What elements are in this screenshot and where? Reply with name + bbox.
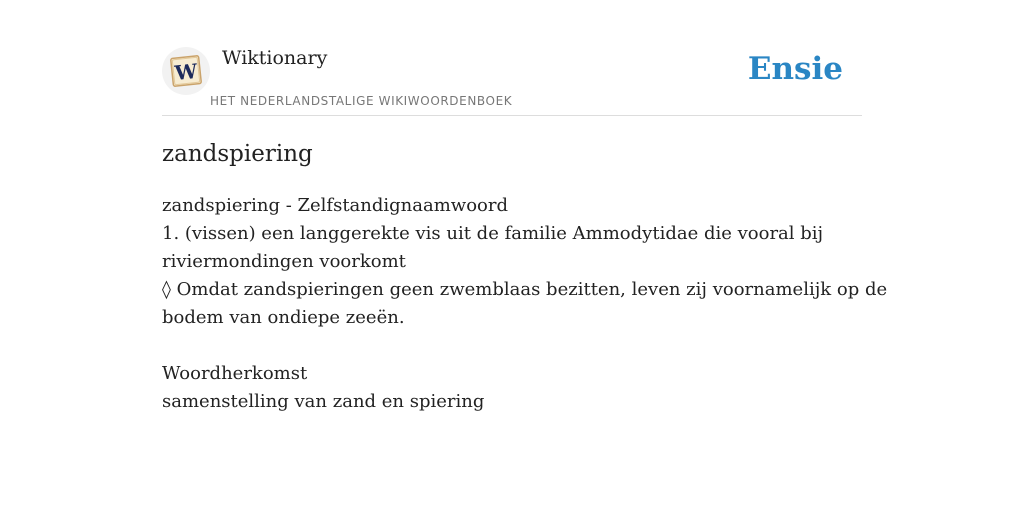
wiktionary-logo-icon[interactable] [162, 47, 210, 95]
word-class-line: zandspiering - Zelfstandignaamwoord [162, 195, 509, 216]
site-tagline: HET NEDERLANDSTALIGE WIKIWOORDENBOEK [210, 94, 513, 108]
example-line: ◊ Omdat zandspieringen geen zwemblaas bezitten, leven zij voornamelijk op de [162, 279, 888, 300]
etymology-text: samenstelling van zand en spiering [162, 391, 485, 412]
definition-line-continued: riviermondingen voorkomt [162, 251, 406, 272]
page-container [162, 0, 888, 512]
site-name[interactable]: Wiktionary [222, 47, 328, 69]
spacer [162, 332, 862, 360]
etymology-heading: Woordherkomst [162, 363, 308, 384]
example-line-continued: bodem van ondiepe zeeën. [162, 307, 405, 328]
page-title: zandspiering [162, 141, 313, 167]
entry-body [162, 192, 888, 416]
ensie-brand-logo[interactable]: Ensie [747, 51, 843, 87]
svg-text:W: W [173, 58, 199, 86]
site-header [162, 0, 862, 116]
definition-line: 1. (vissen) een langgerekte vis uit de familie Ammodytidae die vooral bij [162, 223, 824, 244]
w-tile-icon [162, 47, 210, 95]
